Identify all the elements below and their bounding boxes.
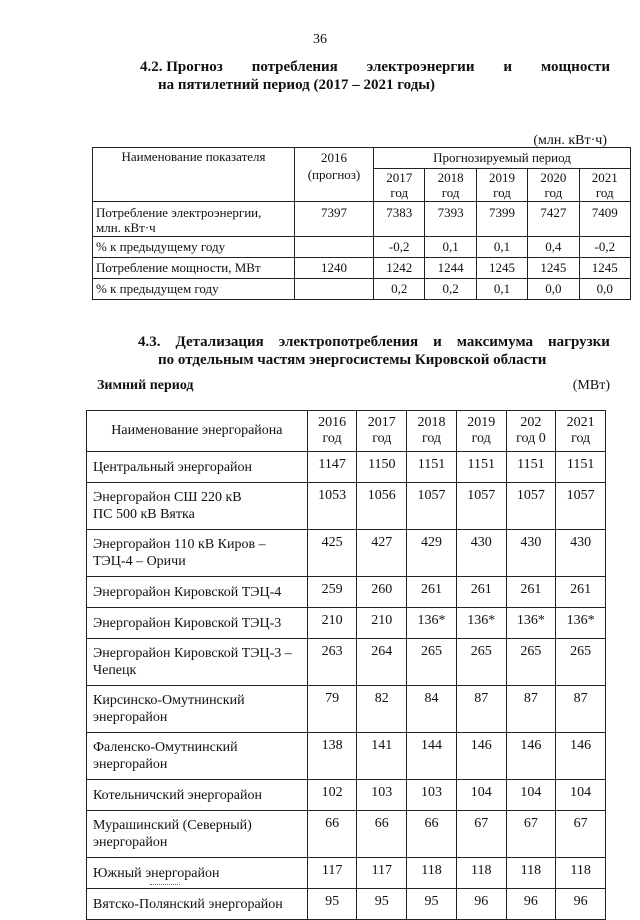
table-cell: 261 xyxy=(506,577,556,608)
table-row xyxy=(87,811,606,858)
table-cell: 102 xyxy=(307,780,357,811)
row-name xyxy=(87,483,308,530)
table-row xyxy=(87,639,606,686)
year-label: 2019 xyxy=(488,170,515,185)
row-name-line2: энергорайон xyxy=(93,835,168,850)
table-cell: 1245 xyxy=(476,258,527,279)
row-name xyxy=(93,202,295,237)
table-cell: -0,2 xyxy=(374,237,425,258)
table1-unit: (млн. кВт·ч) xyxy=(533,133,607,148)
table-row xyxy=(87,483,606,530)
table-cell: 104 xyxy=(506,780,556,811)
table-cell: 138 xyxy=(307,733,357,780)
table-cell: 1057 xyxy=(556,483,606,530)
row-name-line1: Котельничский энергорайон xyxy=(93,787,262,803)
table-cell: 146 xyxy=(456,733,506,780)
table-cell: 1244 xyxy=(425,258,476,279)
row-name-line1: Вятско-Полянский энергорайон xyxy=(93,896,283,912)
table-cell: 136* xyxy=(556,608,606,639)
table-cell: 118 xyxy=(506,858,556,889)
table-cell: 261 xyxy=(556,577,606,608)
table-cell: 1151 xyxy=(456,452,506,483)
heading-word: максимума xyxy=(456,334,534,350)
table-cell: 1057 xyxy=(456,483,506,530)
heading-word: 4.2. Прогноз xyxy=(140,59,223,75)
table-cell: 66 xyxy=(407,811,457,858)
row-name: % к предыдущему году xyxy=(93,237,295,258)
row-name xyxy=(87,858,308,889)
cell-2016 xyxy=(295,237,374,258)
year-header xyxy=(528,169,579,202)
table-cell: 87 xyxy=(506,686,556,733)
table-cell: 1245 xyxy=(528,258,579,279)
table-cell: 82 xyxy=(357,686,407,733)
section-4-3-heading-line2: по отдельным частям энергосистемы Кировской области xyxy=(158,352,547,368)
year-header xyxy=(476,169,527,202)
section-4-2-heading-line1 xyxy=(140,58,610,77)
table-cell: 103 xyxy=(407,780,457,811)
table-cell: 1242 xyxy=(374,258,425,279)
table-row xyxy=(93,279,631,300)
table2-unit: (МВт) xyxy=(572,378,610,393)
table-cell: 87 xyxy=(456,686,506,733)
row-name-line2: млн. кВт·ч xyxy=(96,220,156,235)
col-2016-year: 2016 xyxy=(321,150,347,165)
year-label: 2017 xyxy=(386,170,413,185)
section-4-3-heading-line1 xyxy=(138,333,610,352)
table-cell: 265 xyxy=(506,639,556,686)
table-cell: -0,2 xyxy=(579,237,630,258)
row-name-line1: Энергорайон Кировской ТЭЦ-4 xyxy=(93,584,282,600)
year-label: 2018 xyxy=(417,415,446,430)
table-row xyxy=(87,530,606,577)
cell-2016 xyxy=(295,279,374,300)
year-label: 202 xyxy=(520,415,542,430)
table-cell: 430 xyxy=(506,530,556,577)
row-name xyxy=(87,811,308,858)
table-cell: 260 xyxy=(357,577,407,608)
row-name-line1: Кирсинско-Омутнинский xyxy=(93,693,245,708)
table-cell: 117 xyxy=(307,858,357,889)
year-sub: год 0 xyxy=(516,431,546,446)
table-cell: 210 xyxy=(357,608,407,639)
row-name-line1: Мурашинский (Северный) xyxy=(93,818,252,833)
table-cell: 66 xyxy=(357,811,407,858)
row-name-line1: Энергорайон Кировской ТЭЦ-3 xyxy=(93,615,282,631)
heading-word: и xyxy=(503,59,513,75)
table-cell: 136* xyxy=(407,608,457,639)
table-cell: 1057 xyxy=(506,483,556,530)
heading-word: потребления xyxy=(251,59,338,75)
table-cell: 261 xyxy=(407,577,457,608)
table-cell: 0,0 xyxy=(579,279,630,300)
table-cell: 1057 xyxy=(407,483,457,530)
year-sub: год xyxy=(595,185,614,200)
row-name-line1: Южный энергорайон xyxy=(93,865,220,881)
table-cell: 146 xyxy=(556,733,606,780)
table-cell: 66 xyxy=(307,811,357,858)
table-cell: 425 xyxy=(307,530,357,577)
table-cell: 429 xyxy=(407,530,457,577)
table-row xyxy=(87,686,606,733)
table-cell: 103 xyxy=(357,780,407,811)
year-header xyxy=(556,411,606,452)
cell-2016: 7397 xyxy=(295,202,374,237)
col-header-name: Наименование энергорайона xyxy=(87,411,308,452)
table-cell: 67 xyxy=(556,811,606,858)
heading-word: электроэнергии xyxy=(366,59,475,75)
table-cell: 117 xyxy=(357,858,407,889)
table-cell: 265 xyxy=(456,639,506,686)
row-name xyxy=(87,608,308,639)
cell-2016: 1240 xyxy=(295,258,374,279)
table-cell: 0,1 xyxy=(476,237,527,258)
year-header xyxy=(374,169,425,202)
row-name xyxy=(87,452,308,483)
footer-mark xyxy=(150,884,180,885)
heading-word: мощности xyxy=(541,59,610,75)
row-name: Потребление мощности, МВт xyxy=(93,258,295,279)
table-cell: 95 xyxy=(407,889,457,920)
table-row xyxy=(87,452,606,483)
table-header-row xyxy=(87,411,606,452)
year-sub: год xyxy=(372,431,392,446)
table-cell: 136* xyxy=(456,608,506,639)
year-sub: год xyxy=(322,431,342,446)
row-name-line2: ТЭЦ-4 – Оричи xyxy=(93,554,186,569)
region-load-table xyxy=(86,410,606,920)
year-label: 2021 xyxy=(566,415,595,430)
table-cell: 7393 xyxy=(425,202,476,237)
table-cell: 264 xyxy=(357,639,407,686)
row-name-line1: Энергорайон СШ 220 кВ xyxy=(93,490,242,505)
year-sub: год xyxy=(441,185,460,200)
page-number: 36 xyxy=(313,32,327,47)
row-name-line1: Фаленско-Омутнинский xyxy=(93,740,238,755)
forecast-table xyxy=(92,147,631,300)
table-cell: 430 xyxy=(456,530,506,577)
table-row xyxy=(93,258,631,279)
row-name-line1: Энергорайон 110 кВ Киров – xyxy=(93,537,266,552)
table-cell: 96 xyxy=(506,889,556,920)
year-sub: год xyxy=(421,431,442,446)
table-cell: 1245 xyxy=(579,258,630,279)
table-cell: 136* xyxy=(506,608,556,639)
table-cell: 265 xyxy=(556,639,606,686)
row-name xyxy=(87,733,308,780)
row-name-line1: Центральный энергорайон xyxy=(93,459,253,475)
table-row xyxy=(93,237,631,258)
table-row xyxy=(93,202,631,237)
table-cell: 0,2 xyxy=(374,279,425,300)
region-load-table-body xyxy=(87,452,606,920)
year-sub: год xyxy=(544,185,563,200)
section-4-2-heading-line2: на пятилетний период (2017 – 2021 годы) xyxy=(158,77,436,93)
table-cell: 118 xyxy=(456,858,506,889)
table-cell: 146 xyxy=(506,733,556,780)
year-label: 2021 xyxy=(591,170,618,185)
table-cell: 1151 xyxy=(506,452,556,483)
table-cell: 84 xyxy=(407,686,457,733)
table-cell: 118 xyxy=(407,858,457,889)
row-name-line2: ПС 500 кВ Вятка xyxy=(93,507,195,522)
season-label: Зимний период xyxy=(97,378,194,393)
table-cell: 67 xyxy=(506,811,556,858)
row-name: % к предыдущем году xyxy=(93,279,295,300)
year-header xyxy=(357,411,407,452)
year-header xyxy=(425,169,476,202)
table-cell: 144 xyxy=(407,733,457,780)
table-cell: 1150 xyxy=(357,452,407,483)
table-cell: 96 xyxy=(456,889,506,920)
table-cell: 104 xyxy=(456,780,506,811)
year-sub: год xyxy=(471,431,491,446)
row-name-line1: Энергорайон Кировской ТЭЦ-3 – xyxy=(93,646,292,661)
table-cell: 7409 xyxy=(579,202,630,237)
heading-word: электропотребления xyxy=(278,334,419,350)
year-label: 2017 xyxy=(367,415,396,430)
year-label: 2019 xyxy=(467,415,496,430)
table-row xyxy=(87,733,606,780)
year-header xyxy=(456,411,506,452)
year-sub: год xyxy=(571,431,591,446)
row-name xyxy=(87,686,308,733)
table-cell: 95 xyxy=(357,889,407,920)
year-header xyxy=(506,411,556,452)
col-header-name: Наименование показателя xyxy=(93,148,295,202)
table-cell: 118 xyxy=(556,858,606,889)
year-header xyxy=(579,169,630,202)
table-cell: 96 xyxy=(556,889,606,920)
row-name xyxy=(87,889,308,920)
col-header-2016 xyxy=(295,148,374,202)
col-header-forecast: Прогнозируемый период xyxy=(374,148,631,169)
table-cell: 0,0 xyxy=(528,279,579,300)
table-cell: 0,1 xyxy=(425,237,476,258)
table-cell: 141 xyxy=(357,733,407,780)
row-name xyxy=(87,530,308,577)
row-name xyxy=(87,639,308,686)
row-name-line1: Потребление электроэнергии, xyxy=(96,205,262,220)
table-cell: 7383 xyxy=(374,202,425,237)
heading-word: нагрузки xyxy=(548,334,610,350)
row-name xyxy=(87,780,308,811)
table-cell: 67 xyxy=(456,811,506,858)
table-cell: 1053 xyxy=(307,483,357,530)
heading-word: Детализация xyxy=(175,334,264,350)
col-2016-sub: (прогноз) xyxy=(307,167,361,182)
table-cell: 1056 xyxy=(357,483,407,530)
table-cell: 210 xyxy=(307,608,357,639)
table-header-row xyxy=(93,148,631,169)
row-name xyxy=(87,577,308,608)
table-row xyxy=(87,780,606,811)
table-cell: 263 xyxy=(307,639,357,686)
table-row xyxy=(87,608,606,639)
table-cell: 0,4 xyxy=(528,237,579,258)
table-cell: 259 xyxy=(307,577,357,608)
table-cell: 1147 xyxy=(307,452,357,483)
table-cell: 95 xyxy=(307,889,357,920)
table-cell: 1151 xyxy=(556,452,606,483)
table-cell: 430 xyxy=(556,530,606,577)
heading-word: 4.3. xyxy=(138,334,161,350)
table-cell: 427 xyxy=(357,530,407,577)
row-name-line2: Чепецк xyxy=(93,663,137,678)
heading-word: и xyxy=(433,334,442,350)
table-cell: 0,1 xyxy=(476,279,527,300)
row-name-line2: энергорайон xyxy=(93,710,168,725)
table-row xyxy=(87,577,606,608)
table-cell: 7427 xyxy=(528,202,579,237)
year-label: 2016 xyxy=(318,415,347,430)
year-label: 2020 xyxy=(540,170,567,185)
table-cell: 79 xyxy=(307,686,357,733)
row-name-line2: энергорайон xyxy=(93,757,168,772)
table-cell: 1151 xyxy=(407,452,457,483)
year-sub: год xyxy=(390,185,409,200)
table-cell: 261 xyxy=(456,577,506,608)
table-cell: 265 xyxy=(407,639,457,686)
year-header xyxy=(307,411,357,452)
year-header xyxy=(407,411,457,452)
table-cell: 104 xyxy=(556,780,606,811)
year-label: 2018 xyxy=(437,170,464,185)
table-row xyxy=(87,889,606,920)
table-cell: 87 xyxy=(556,686,606,733)
table-cell: 0,2 xyxy=(425,279,476,300)
year-sub: год xyxy=(493,185,511,200)
table-cell: 7399 xyxy=(476,202,527,237)
